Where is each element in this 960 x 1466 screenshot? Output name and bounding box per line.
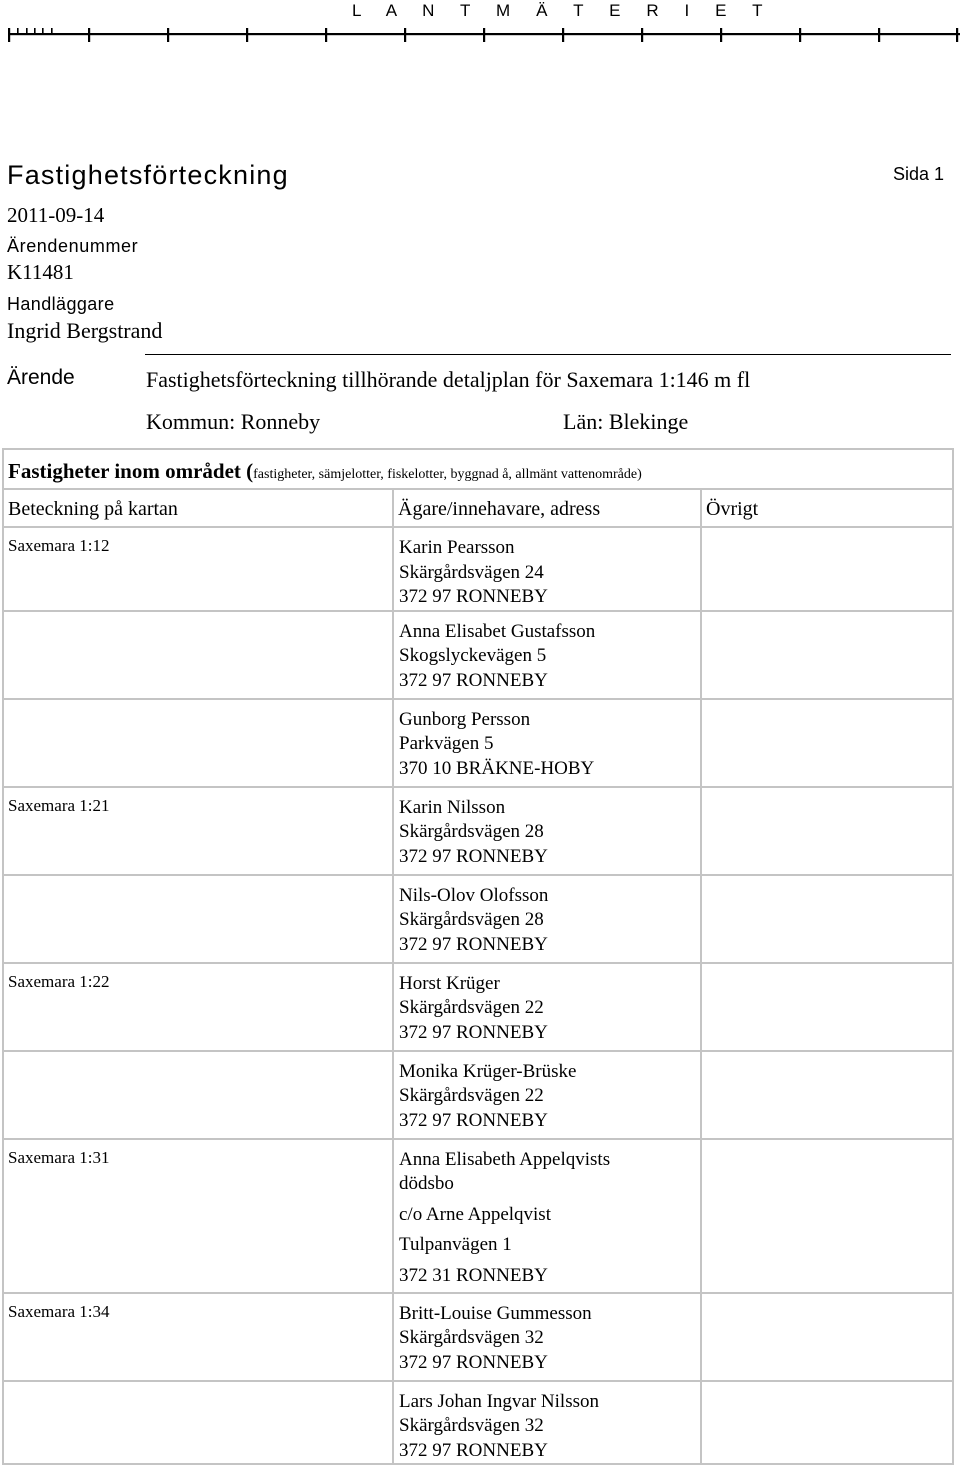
other-cell [702, 528, 952, 536]
other-cell [702, 1294, 952, 1302]
errand-description: Fastighetsförteckning tillhörande detaljplan för Saxemara 1:146 m fl [146, 367, 751, 392]
designation-cell [4, 612, 392, 620]
owner-cell: Karin Pearsson Skärgårdsvägen 24 372 97 RONNEBY [399, 537, 548, 607]
officer-label: Handläggare [7, 294, 115, 314]
designation-cell: Saxemara 1:34 [8, 1301, 110, 1321]
other-cell [702, 1140, 952, 1148]
county: Län: Blekinge [563, 409, 689, 434]
other-cell [702, 1382, 952, 1390]
table-row [3, 1293, 953, 1381]
owner-cell: Britt-Louise Gummesson Skärgårdsvägen 32 372 97 RONNEBY [399, 1302, 592, 1373]
designation-cell: Saxemara 1:21 [8, 795, 110, 815]
owner-cell: Anna Elisabeth Appelqvists dödsbo c/o Arne Appelqvist Tulpanvägen 1 372 31 RONNEBY [399, 1148, 611, 1286]
errand-divider [145, 354, 951, 355]
other-cell [702, 700, 952, 708]
owner-cell: Gunborg Persson Parkvägen 5 370 10 BRÄKNE-HOBY [399, 708, 595, 779]
owner-cell: Horst Krüger Skärgårdsvägen 22 372 97 RONNEBY [399, 972, 548, 1043]
other-cell [702, 876, 952, 884]
document-title: Fastighetsförteckning [7, 160, 289, 190]
designation-cell: Saxemara 1:12 [8, 536, 110, 555]
table-caption [3, 449, 953, 489]
table-row [3, 1139, 953, 1293]
municipality: Kommun: Ronneby [146, 409, 321, 434]
designation-cell [4, 1052, 392, 1060]
officer-name: Ingrid Bergstrand [7, 318, 163, 343]
column-header: Ägare/innehavare, adress [393, 489, 701, 527]
table-row [3, 699, 953, 787]
column-header: Övrigt [701, 489, 953, 527]
designation-cell [4, 700, 392, 708]
column-header: Beteckning på kartan [3, 489, 393, 527]
owner-cell: Monika Krüger-Brüske Skärgårdsvägen 22 372 97 RONNEBY [399, 1060, 577, 1131]
owner-cell: Anna Elisabet Gustafsson Skogslyckevägen 5 372 97 RONNEBY [399, 620, 596, 691]
property-table [2, 448, 954, 1465]
document-date: 2011-09-14 [7, 203, 105, 227]
designation-cell [4, 876, 392, 884]
lantmateriet-logo-text: L A N T M Ä T E R I E T [352, 1, 774, 20]
owner-cell: Karin Nilsson Skärgårdsvägen 28 372 97 RONNEBY [399, 796, 548, 867]
table-row [3, 1051, 953, 1139]
owner-cell: Nils-Olov Olofsson Skärgårdsvägen 28 372 97 RONNEBY [399, 884, 549, 955]
designation-cell: Saxemara 1:22 [8, 971, 110, 991]
table-row [3, 611, 953, 699]
page-number: Sida 1 [893, 164, 945, 184]
caption-note: fastigheter, sämjelotter, fiskelotter, byggnad å, allmänt vattenområde) [253, 467, 642, 482]
designation-cell: Saxemara 1:31 [8, 1147, 110, 1167]
other-cell [702, 612, 952, 620]
logo-ruler-graphic [8, 28, 960, 42]
other-cell [702, 964, 952, 972]
owner-cell: Lars Johan Ingvar Nilsson Skärgårdsvägen 32 372 97 RONNEBY [399, 1390, 599, 1461]
other-cell [702, 1052, 952, 1060]
caption-title: Fastigheter inom området ( [8, 459, 254, 483]
table-row [3, 1381, 953, 1465]
table-row [3, 963, 953, 1051]
case-number: K11481 [7, 260, 74, 284]
case-number-label: Ärendenummer [7, 236, 139, 256]
table-row [3, 787, 953, 875]
other-cell [702, 788, 952, 796]
designation-cell [4, 1382, 392, 1390]
table-row [3, 875, 953, 963]
table-row [3, 527, 953, 611]
errand-label: Ärende [7, 366, 75, 389]
